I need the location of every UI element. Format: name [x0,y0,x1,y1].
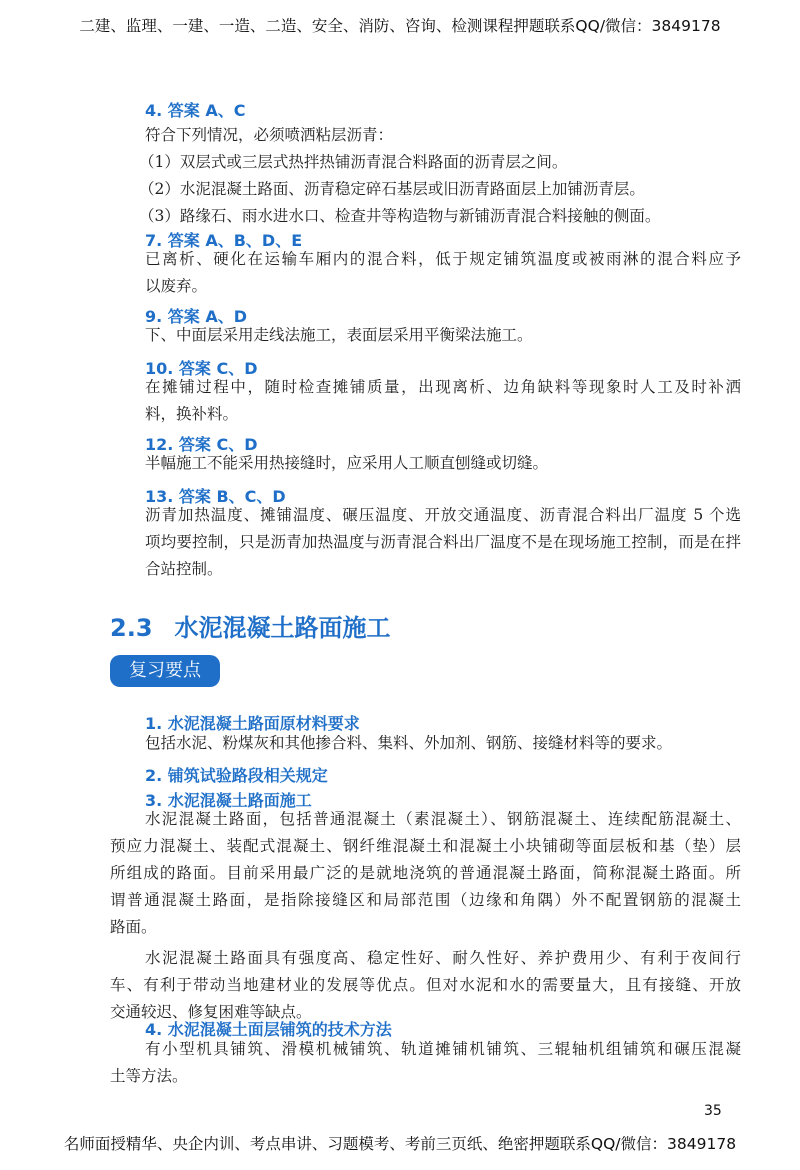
text-line: 料，换补料。 [145,405,239,423]
text-line: 以废弃。 [145,277,208,295]
text-line: 合站控制。 [145,560,223,578]
point-2-heading: 2. 铺筑试验路段相关规定 [145,766,328,785]
section-title [110,608,391,643]
point-3-text [110,806,741,1026]
text-line: （2）水泥混凝土路面、沥青稳定碎石基层或旧沥青路面层上加铺沥青层。 [139,180,645,198]
text-line: 下、中面层采用走线法施工，表面层采用平衡梁法施工。 [145,326,533,344]
point-3-heading: 3. 水泥混凝土路面施工 [145,791,312,810]
answer-9-text [145,322,741,349]
text-line: 预应力混凝土、装配式混凝土、钢纤维混凝土和混凝土小块铺砌等面层板和基（垫）层 [110,837,741,855]
text-line: 交通较迟、修复困难等缺点。 [110,1003,312,1021]
point-4-heading: 4. 水泥混凝土面层铺筑的技术方法 [145,1020,392,1039]
point-4-text [110,1036,741,1090]
text-line: 已离析、硬化在运输车厢内的混合料，低于规定铺筑温度或被雨淋的混合料应予 [145,250,741,268]
answer-9-label: 9. 答案 A、D [145,307,248,326]
answer-4-text [139,122,741,230]
section-number: 2.3 [110,614,153,642]
answer-10-label: 10. 答案 C、D [145,359,258,378]
text-line: 车、有利于带动当地建材业的发展等优点。但对水泥和水的需要量大，且有接缝、开放 [110,976,741,994]
answer-4-label: 4. 答案 A、C [145,101,246,120]
text-line: 路面。 [110,918,157,936]
point-1-heading: 1. 水泥混凝土路面原材料要求 [145,714,360,733]
section-title-text: 水泥混凝土路面施工 [174,614,391,642]
top-banner: 二建、监理、一建、一造、二造、安全、消防、咨询、检测课程押题联系QQ/微信：3849178 [79,17,721,35]
answer-13-label: 13. 答案 B、C、D [145,487,286,506]
text-line: 半幅施工不能采用热接缝时，应采用人工顺直刨缝或切缝。 [145,454,549,472]
text-line: 沥青加热温度、摊铺温度、碾压温度、开放交通温度、沥青混合料出厂温度 5 个选 [145,506,741,524]
answer-13-text [145,502,741,583]
text-line: 土等方法。 [110,1067,188,1085]
answer-7-label: 7. 答案 A、B、D、E [145,231,303,250]
text-line: （3）路缘石、雨水进水口、检查井等构造物与新铺沥青混合料接触的侧面。 [139,207,661,225]
answer-12-text [145,450,741,477]
answer-10-text [145,374,741,428]
text-line: 符合下列情况，必须喷洒粘层沥青： [145,126,394,144]
point-1-text [145,730,741,757]
bottom-banner: 名师面授精华、央企内训、考点串讲、习题模考、考前三页纸、绝密押题联系QQ/微信：3849178 [63,1135,737,1153]
text-line: （1）双层式或三层式热拌热铺沥青混合料路面的沥青层之间。 [139,153,568,171]
text-line: 项均要控制，只是沥青加热温度与沥青混合料出厂温度不是在现场施工控制，而是在拌 [145,533,741,551]
answer-12-label: 12. 答案 C、D [145,435,258,454]
text-line: 所组成的路面。目前采用最广泛的是就地浇筑的普通混凝土路面，简称混凝土路面。所 [110,864,741,882]
text-line: 水泥混凝土路面，包括普通混凝土（素混凝土）、钢筋混凝土、连续配筋混凝土、 [145,810,741,828]
review-points-badge: 复习要点 [110,655,220,687]
text-line: 有小型机具铺筑、滑模机械铺筑、轨道摊铺机铺筑、三辊轴机组铺筑和碾压混凝 [145,1040,741,1058]
answer-7-text [145,246,741,300]
text-line: 包括水泥、粉煤灰和其他掺合料、集料、外加剂、钢筋、接缝材料等的要求。 [145,734,673,752]
text-line: 在摊铺过程中，随时检查摊铺质量，出现离析、边角缺料等现象时人工及时补洒 [145,378,741,396]
text-line: 谓普通混凝土路面，是指除接缝区和局部范围（边缘和角隅）外不配置钢筋的混凝土 [110,891,741,909]
page-number: 35 [704,1103,722,1119]
text-line: 水泥混凝土路面具有强度高、稳定性好、耐久性好、养护费用少、有利于夜间行 [145,949,741,967]
